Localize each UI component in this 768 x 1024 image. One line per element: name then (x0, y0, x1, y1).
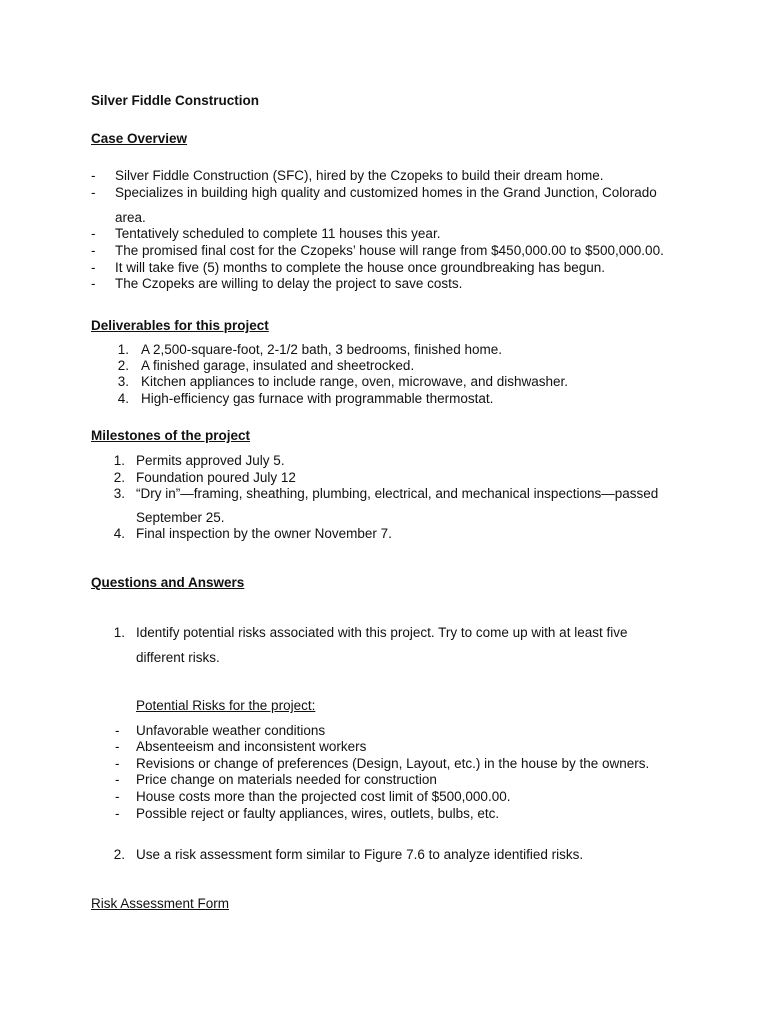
list-item-text: Final inspection by the owner November 7. (136, 526, 392, 541)
list-item-text: It will take five (5) months to complete the house once groundbreaking has begun. (115, 260, 606, 275)
question-continuation: different risks. (136, 650, 220, 665)
bullet-dash: - (91, 260, 96, 275)
list-item-text: Unfavorable weather conditions (136, 723, 326, 738)
list-item-continuation: area. (115, 210, 146, 225)
qa-heading: Questions and Answers (91, 575, 245, 590)
list-item-text: The Czopeks are willing to delay the project to save costs. (115, 276, 463, 291)
deliverables-heading: Deliverables for this project (91, 318, 269, 333)
list-number: 4. (113, 526, 125, 541)
bullet-dash: - (115, 789, 120, 804)
list-item-text: House costs more than the projected cost limit of $500,000.00. (136, 789, 511, 804)
list-item-text: Absenteeism and inconsistent workers (136, 739, 367, 754)
bullet-dash: - (91, 185, 96, 200)
bullet-dash: - (91, 243, 96, 258)
bullet-dash: - (115, 723, 120, 738)
list-item-text: Tentatively scheduled to complete 11 houses this year. (115, 226, 441, 241)
list-number: 1. (113, 453, 125, 468)
bullet-dash: - (91, 168, 96, 183)
milestones-heading: Milestones of the project (91, 428, 251, 443)
list-number: 3. (113, 486, 125, 501)
list-number: 2. (117, 358, 129, 373)
bullet-dash: - (115, 806, 120, 821)
list-number: 3. (117, 374, 129, 389)
list-item-text: Price change on materials needed for construction (136, 772, 437, 787)
list-number: 1. (113, 625, 125, 640)
list-number: 1. (117, 342, 129, 357)
list-item-text: A 2,500-square-foot, 2-1/2 bath, 3 bedrooms, finished home. (141, 342, 502, 357)
case-overview-heading: Case Overview (91, 131, 188, 146)
list-item-text: Specializes in building high quality and customized homes in the Grand Junction, Colorado (115, 185, 657, 200)
bullet-dash: - (91, 276, 96, 291)
list-number: 2. (113, 470, 125, 485)
bullet-dash: - (115, 756, 120, 771)
document-title: Silver Fiddle Construction (91, 93, 260, 108)
bullet-dash: - (91, 226, 96, 241)
question-text: Use a risk assessment form similar to Figure 7.6 to analyze identified risks. (136, 847, 584, 862)
list-item-text: Silver Fiddle Construction (SFC), hired by the Czopeks to build their dream home. (115, 168, 604, 183)
list-item-text: A finished garage, insulated and sheetrocked. (141, 358, 415, 373)
list-item-text: The promised final cost for the Czopeks’ house will range from $450,000.00 to $500,000.00. (115, 243, 664, 258)
list-item-text: Foundation poured July 12 (136, 470, 296, 485)
list-item-continuation: September 25. (136, 510, 225, 525)
list-number: 4. (117, 391, 129, 406)
list-item-text: “Dry in”—framing, sheathing, plumbing, electrical, and mechanical inspections—passed (136, 486, 659, 501)
list-item-text: Permits approved July 5. (136, 453, 285, 468)
list-item-text: Kitchen appliances to include range, oven, microwave, and dishwasher. (141, 374, 569, 389)
list-item-text: Possible reject or faulty appliances, wires, outlets, bulbs, etc. (136, 806, 500, 821)
risks-subheading: Potential Risks for the project: (136, 698, 316, 713)
risk-assessment-form-heading: Risk Assessment Form (91, 896, 230, 911)
list-item-text: High-efficiency gas furnace with programmable thermostat. (141, 391, 494, 406)
question-text: Identify potential risks associated with this project. Try to come up with at least five (136, 625, 628, 640)
bullet-dash: - (115, 772, 120, 787)
list-item-text: Revisions or change of preferences (Design, Layout, etc.) in the house by the owners. (136, 756, 650, 771)
bullet-dash: - (115, 739, 120, 754)
list-number: 2. (113, 847, 125, 862)
